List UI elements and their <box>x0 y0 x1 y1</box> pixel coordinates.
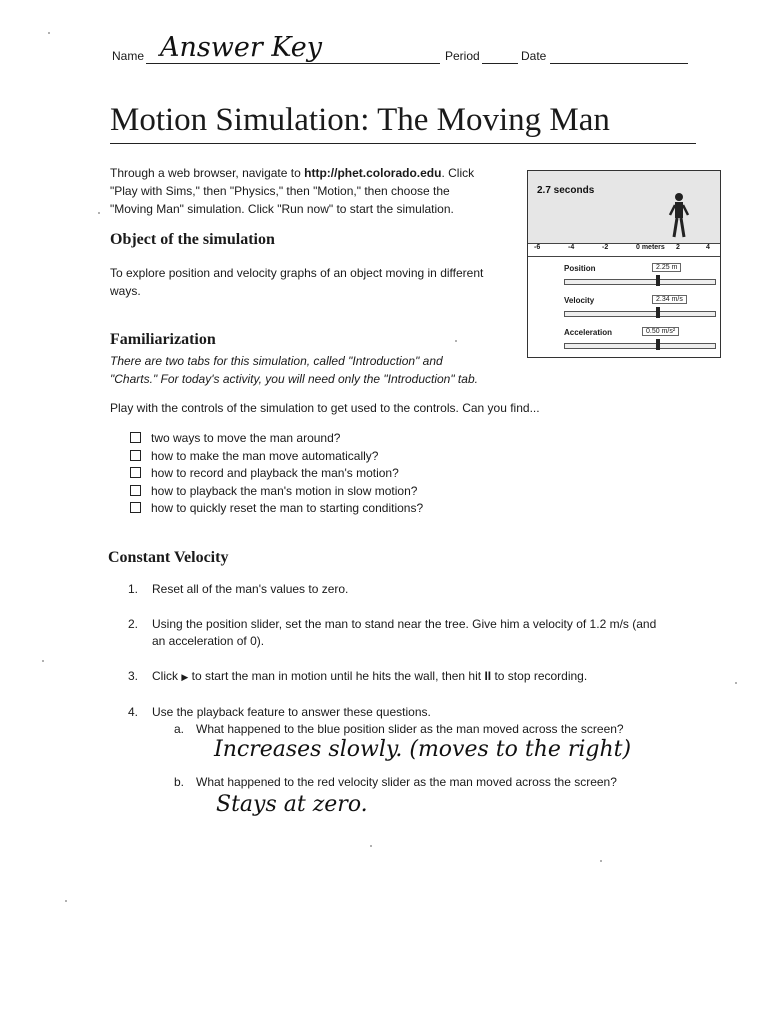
play-icon: ▶ <box>181 672 189 682</box>
q3-text: Click ▶ to start the man in motion until he hits the wall, then hit II to stop recording. <box>152 669 588 683</box>
q4-text: Use the playback feature to answer these questions. <box>152 705 431 719</box>
object-line-2: ways. <box>110 284 141 298</box>
velocity-label: Velocity <box>564 296 595 305</box>
scan-speck <box>600 860 602 862</box>
q4a-answer: Increases slowly. (moves to the right) <box>214 737 632 762</box>
position-slider[interactable] <box>564 279 716 285</box>
title-rule <box>110 143 696 144</box>
velocity-slider[interactable] <box>564 311 716 317</box>
q2-number: 2. <box>128 617 139 631</box>
acceleration-slider-thumb[interactable] <box>656 339 660 350</box>
checklist-item: how to make the man move automatically? <box>130 448 423 466</box>
ruler-tick: -2 <box>602 244 609 251</box>
sim-ruler <box>528 243 720 257</box>
ruler-tick: 0 meters <box>636 244 665 251</box>
q2-line-2: an acceleration of 0). <box>152 634 265 648</box>
ruler-tick: -4 <box>568 244 575 251</box>
checkbox-icon <box>130 502 141 513</box>
velocity-value: 2.34 m/s <box>652 295 687 304</box>
q4b-question: What happened to the red velocity slider as the man moved across the screen? <box>196 775 617 789</box>
familiarization-prompt: Play with the controls of the simulation to get used to the controls. Can you find... <box>110 401 540 415</box>
checkbox-icon <box>130 467 141 478</box>
checklist-item: how to quickly reset the man to starting conditions? <box>130 500 423 518</box>
scan-speck <box>42 660 44 662</box>
acceleration-value: 0.50 m/s² <box>642 327 679 336</box>
q4b-label: b. <box>174 775 185 789</box>
name-answer: Answer Key <box>160 32 322 63</box>
q4a-label: a. <box>174 722 185 736</box>
familiarization-heading: Familiarization <box>110 331 216 348</box>
checkbox-icon <box>130 450 141 461</box>
intro-text-2: . Click <box>441 166 475 180</box>
position-label: Position <box>564 264 596 273</box>
scan-speck <box>98 212 100 214</box>
page-title: Motion Simulation: The Moving Man <box>110 102 610 138</box>
q3-number: 3. <box>128 669 139 683</box>
name-line <box>146 63 440 64</box>
acceleration-label: Acceleration <box>564 328 613 337</box>
scan-speck <box>65 900 67 902</box>
object-heading: Object of the simulation <box>110 231 275 248</box>
ruler-tick: 2 <box>676 244 680 251</box>
date-label: Date <box>521 49 547 63</box>
pause-icon: II <box>484 669 492 683</box>
intro-line-1 <box>110 165 510 182</box>
scan-speck <box>370 845 372 847</box>
scan-speck <box>735 682 737 684</box>
q4b-answer: Stays at zero. <box>216 792 368 817</box>
phet-url: http://phet.colorado.edu <box>304 166 442 180</box>
object-line-1: To explore position and velocity graphs of an object moving in different <box>110 266 484 280</box>
moving-man-icon <box>668 191 690 239</box>
name-label: Name <box>112 49 145 63</box>
q1-text: Reset all of the man's values to zero. <box>152 582 349 596</box>
position-value: 2.25 m <box>652 263 681 272</box>
constant-velocity-heading: Constant Velocity <box>108 549 229 566</box>
sim-scene <box>528 171 720 243</box>
familiarization-italic-2: "Charts." For today's activity, you will need only the "Introduction" tab. <box>110 372 478 386</box>
q2-line-1: Using the position slider, set the man to stand near the tree. Give him a velocity of 1.2 m/s (and <box>152 617 657 631</box>
checkbox-icon <box>130 432 141 443</box>
date-line <box>550 63 688 64</box>
intro-line-2: "Play with Sims," then "Physics," then "Motion," then choose the <box>110 184 450 198</box>
period-label: Period <box>445 49 480 63</box>
scan-speck <box>48 32 50 34</box>
ruler-tick: -6 <box>534 244 541 251</box>
q4a-question: What happened to the blue position slider as the man moved across the screen? <box>196 722 624 736</box>
checklist-item: two ways to move the man around? <box>130 430 423 448</box>
sim-time: 2.7 seconds <box>537 185 595 196</box>
familiarization-italic-1: There are two tabs for this simulation, called "Introduction" and <box>110 354 443 368</box>
simulation-screenshot <box>527 170 721 358</box>
checkbox-icon <box>130 485 141 496</box>
period-line <box>482 63 518 64</box>
intro-line-3: "Moving Man" simulation. Click "Run now" to start the simulation. <box>110 202 454 216</box>
checklist-item: how to record and playback the man's motion? <box>130 465 423 483</box>
intro-text-1: Through a web browser, navigate to <box>110 166 301 180</box>
velocity-slider-thumb[interactable] <box>656 307 660 318</box>
checklist <box>130 430 423 518</box>
acceleration-slider[interactable] <box>564 343 716 349</box>
scan-speck <box>455 340 457 342</box>
q1-number: 1. <box>128 582 139 596</box>
position-slider-thumb[interactable] <box>656 275 660 286</box>
q4-number: 4. <box>128 705 139 719</box>
checklist-item: how to playback the man's motion in slow motion? <box>130 483 423 501</box>
ruler-tick: 4 <box>706 244 710 251</box>
